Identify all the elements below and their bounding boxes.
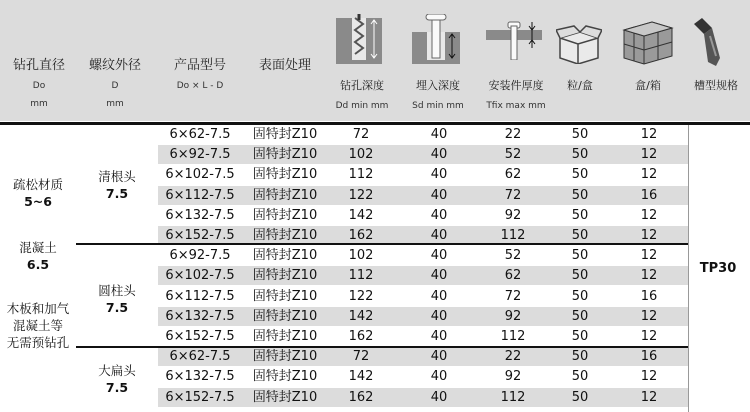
slot-column-divider xyxy=(688,125,689,412)
table-row xyxy=(0,327,750,346)
fixture-thickness-icon xyxy=(486,20,542,60)
cell-surface: 固特封Z10 xyxy=(252,167,318,183)
cell-thick: 92 xyxy=(504,207,522,223)
cell-carton: 12 xyxy=(640,228,658,243)
cell-thick: 52 xyxy=(504,147,522,163)
head-cylinder-size: 7.5 xyxy=(105,300,129,315)
table-row xyxy=(0,206,750,225)
cell-thick: 92 xyxy=(504,369,522,385)
cell-embed: 40 xyxy=(430,369,448,385)
cell-embed: 40 xyxy=(430,288,448,304)
header-thread-sub1: D xyxy=(111,81,119,91)
header-drill-sub2: mm xyxy=(30,99,48,109)
cell-box: 50 xyxy=(571,288,589,304)
header-per-carton xyxy=(618,78,678,94)
cell-box: 50 xyxy=(571,349,589,365)
cell-embed: 40 xyxy=(430,147,448,163)
head-clean-name: 清根头 xyxy=(98,169,136,184)
table-row xyxy=(0,125,750,144)
cell-model: 6×132-7.5 xyxy=(165,207,235,223)
cell-box: 50 xyxy=(571,329,589,344)
header-drill-diameter xyxy=(4,58,74,110)
header-embed-depth-sub: Sd min mm xyxy=(412,101,464,111)
header-thread-sub2: mm xyxy=(106,99,124,109)
cell-model: 6×92-7.5 xyxy=(169,248,231,264)
embed-depth-icon xyxy=(412,14,460,64)
cell-box: 50 xyxy=(571,207,589,223)
cell-carton: 12 xyxy=(640,147,658,163)
cell-thick: 112 xyxy=(500,389,526,405)
cell-hole: 112 xyxy=(348,167,374,183)
cell-thick: 112 xyxy=(500,329,526,344)
header-surface-title: 表面处理 xyxy=(258,58,311,73)
cell-box: 50 xyxy=(571,248,589,264)
header-hole-depth-sub: Dd min mm xyxy=(335,101,389,111)
header-per-box-title: 粒/盒 xyxy=(567,79,593,92)
cell-hole: 122 xyxy=(348,187,374,203)
cell-model: 6×102-7.5 xyxy=(165,167,235,183)
cell-carton: 12 xyxy=(640,369,658,385)
cell-carton: 12 xyxy=(640,167,658,183)
cell-box: 50 xyxy=(571,389,589,405)
header-hole-depth-title: 钻孔深度 xyxy=(340,79,384,92)
cell-surface: 固特封Z10 xyxy=(252,187,318,203)
cell-hole: 112 xyxy=(348,268,374,284)
header-model-sub: Do × L - D xyxy=(176,81,224,91)
cell-surface: 固特封Z10 xyxy=(252,369,318,385)
cell-embed: 40 xyxy=(430,167,448,183)
material-group-concrete xyxy=(0,239,76,273)
cell-surface: 固特封Z10 xyxy=(252,389,318,405)
header-per-box xyxy=(550,78,610,94)
header-embed-depth xyxy=(398,78,478,112)
cell-carton: 12 xyxy=(640,268,658,284)
box-icon xyxy=(556,24,602,64)
cell-hole: 72 xyxy=(352,127,370,142)
cell-model: 6×62-7.5 xyxy=(169,349,231,365)
cell-hole: 72 xyxy=(352,349,370,365)
cell-box: 50 xyxy=(571,167,589,183)
cell-model: 6×152-7.5 xyxy=(165,228,235,243)
cell-model: 6×102-7.5 xyxy=(165,268,235,284)
table-header xyxy=(0,0,750,121)
cell-thick: 112 xyxy=(500,228,526,243)
material-concrete-size: 6.5 xyxy=(26,257,50,272)
cell-embed: 40 xyxy=(430,187,448,203)
cell-hole: 102 xyxy=(348,248,374,264)
header-surface xyxy=(244,58,326,74)
slot-spec: TP30 xyxy=(699,261,737,276)
table-row xyxy=(0,145,750,164)
cell-surface: 固特封Z10 xyxy=(252,308,318,324)
cell-surface: 固特封Z10 xyxy=(252,349,318,365)
head-type-flat xyxy=(82,362,152,396)
cell-hole: 162 xyxy=(348,389,374,405)
cell-box: 50 xyxy=(571,147,589,163)
cell-model: 6×152-7.5 xyxy=(165,389,235,405)
cell-carton: 12 xyxy=(640,389,658,405)
head-clean-size: 7.5 xyxy=(105,186,129,201)
header-slot xyxy=(686,78,746,94)
head-cylinder-name: 圆柱头 xyxy=(98,283,136,298)
cell-hole: 142 xyxy=(348,207,374,223)
cell-box: 50 xyxy=(571,187,589,203)
header-drill-sub1: Do xyxy=(32,81,46,91)
head-flat-name: 大扁头 xyxy=(98,363,136,378)
cell-box: 50 xyxy=(571,369,589,385)
carton-icon xyxy=(622,20,674,66)
group-divider-1 xyxy=(76,243,688,245)
cell-model: 6×112-7.5 xyxy=(165,187,235,203)
material-group-loose xyxy=(0,176,76,210)
cell-carton: 12 xyxy=(640,329,658,344)
cell-thick: 92 xyxy=(504,308,522,324)
cell-embed: 40 xyxy=(430,127,448,142)
material-loose-size: 5~6 xyxy=(24,194,52,209)
cell-carton: 12 xyxy=(640,248,658,264)
cell-carton: 12 xyxy=(640,308,658,324)
cell-carton: 12 xyxy=(640,207,658,223)
cell-thick: 22 xyxy=(504,127,522,142)
cell-surface: 固特封Z10 xyxy=(252,268,318,284)
drill-hole-depth-icon xyxy=(336,14,382,64)
cell-model: 6×92-7.5 xyxy=(169,147,231,163)
header-model-title: 产品型号 xyxy=(173,58,226,73)
cell-embed: 40 xyxy=(430,349,448,365)
cell-carton: 16 xyxy=(640,349,658,365)
cell-surface: 固特封Z10 xyxy=(252,207,318,223)
head-flat-size: 7.5 xyxy=(105,380,129,395)
cell-carton: 16 xyxy=(640,288,658,304)
material-loose-label: 疏松材质 xyxy=(12,177,63,192)
material-wood-line1: 木板和加气 xyxy=(6,301,70,316)
screwdriver-icon xyxy=(690,18,726,68)
header-drill-title: 钻孔直径 xyxy=(12,58,65,73)
cell-thick: 62 xyxy=(504,167,522,183)
header-model xyxy=(158,58,242,92)
cell-model: 6×152-7.5 xyxy=(165,329,235,344)
cell-embed: 40 xyxy=(430,389,448,405)
header-thickness xyxy=(476,78,556,112)
cell-box: 50 xyxy=(571,228,589,243)
header-per-carton-title: 盒/箱 xyxy=(635,79,661,92)
cell-hole: 102 xyxy=(348,147,374,163)
header-slot-title: 槽型规格 xyxy=(694,79,738,92)
head-type-clean xyxy=(82,168,152,202)
table-row xyxy=(0,246,750,265)
group-divider-2 xyxy=(76,346,688,348)
cell-hole: 142 xyxy=(348,369,374,385)
material-wood-line2: 混凝土等 xyxy=(12,318,63,333)
cell-embed: 40 xyxy=(430,228,448,243)
cell-embed: 40 xyxy=(430,207,448,223)
cell-thick: 22 xyxy=(504,349,522,365)
cell-embed: 40 xyxy=(430,308,448,324)
header-hole-depth xyxy=(322,78,402,112)
header-embed-depth-title: 埋入深度 xyxy=(416,79,460,92)
cell-model: 6×62-7.5 xyxy=(169,127,231,142)
cell-embed: 40 xyxy=(430,248,448,264)
head-type-cylinder xyxy=(82,282,152,316)
cell-thick: 72 xyxy=(504,187,522,203)
cell-surface: 固特封Z10 xyxy=(252,127,318,142)
header-thickness-title: 安装件厚度 xyxy=(488,79,544,92)
material-concrete-label: 混凝土 xyxy=(19,240,57,255)
cell-model: 6×132-7.5 xyxy=(165,369,235,385)
cell-hole: 162 xyxy=(348,329,374,344)
cell-thick: 52 xyxy=(504,248,522,264)
cell-model: 6×112-7.5 xyxy=(165,288,235,304)
header-thickness-sub: Tfix max mm xyxy=(486,101,546,111)
material-group-wood xyxy=(0,300,76,351)
cell-surface: 固特封Z10 xyxy=(252,248,318,264)
cell-surface: 固特封Z10 xyxy=(252,329,318,344)
cell-carton: 16 xyxy=(640,187,658,203)
cell-surface: 固特封Z10 xyxy=(252,228,318,243)
cell-hole: 142 xyxy=(348,308,374,324)
header-thread-diameter xyxy=(80,58,150,110)
cell-carton: 12 xyxy=(640,127,658,142)
cell-box: 50 xyxy=(571,308,589,324)
cell-box: 50 xyxy=(571,127,589,142)
cell-thick: 72 xyxy=(504,288,522,304)
cell-surface: 固特封Z10 xyxy=(252,147,318,163)
header-thread-title: 螺纹外径 xyxy=(88,58,141,73)
material-wood-line3: 无需预钻孔 xyxy=(6,335,70,350)
cell-thick: 62 xyxy=(504,268,522,284)
cell-embed: 40 xyxy=(430,329,448,344)
cell-surface: 固特封Z10 xyxy=(252,288,318,304)
cell-embed: 40 xyxy=(430,268,448,284)
cell-hole: 122 xyxy=(348,288,374,304)
cell-box: 50 xyxy=(571,268,589,284)
cell-model: 6×132-7.5 xyxy=(165,308,235,324)
header-divider xyxy=(0,122,750,125)
cell-hole: 162 xyxy=(348,228,374,243)
